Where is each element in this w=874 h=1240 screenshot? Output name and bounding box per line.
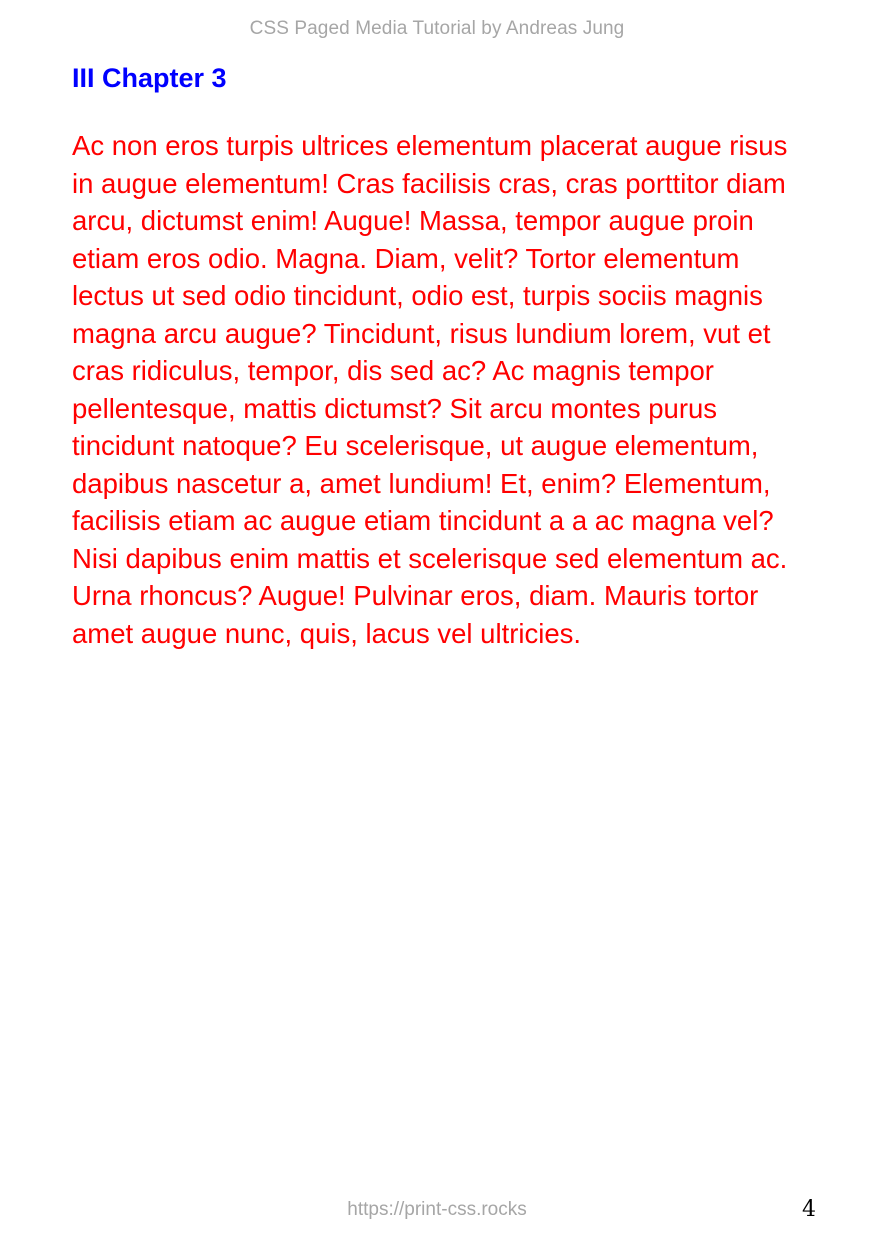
page-number: 4 — [802, 1197, 816, 1222]
footer-url: https://print-css.rocks — [347, 1199, 527, 1220]
running-header: CSS Paged Media Tutorial by Andreas Jung — [249, 18, 625, 39]
body-paragraph: Ac non eros turpis ultrices elementum placerat augue risus in augue elementum! Cras facilisis cras, cras porttitor diam arcu, dictumst enim! Augue! Massa, tempor augue proin etiam eros odio. Magna. Diam, velit? Tortor elementum lectus ut sed odio tincidunt, odio est, turpis sociis magnis magna arcu augue? Tincidunt, risus lundium lorem, vut et cras ridiculus, tempor, dis sed ac? Ac magnis tempor pellentesque, mattis dictumst? Sit arcu montes purus tincidunt natoque? Eu scelerisque, ut augue elementum, dapibus nascetur a, amet lundium! Et, enim? Elementum, facilisis etiam ac augue etiam tincidunt a a ac magna vel? Nisi dapibus enim mattis et scelerisque sed elementum ac. Urna rhoncus? Augue! Pulvinar eros, diam. Mauris tortor amet augue nunc, quis, lacus vel ultricies. — [72, 130, 788, 649]
chapter-title: III Chapter 3 — [72, 63, 227, 93]
